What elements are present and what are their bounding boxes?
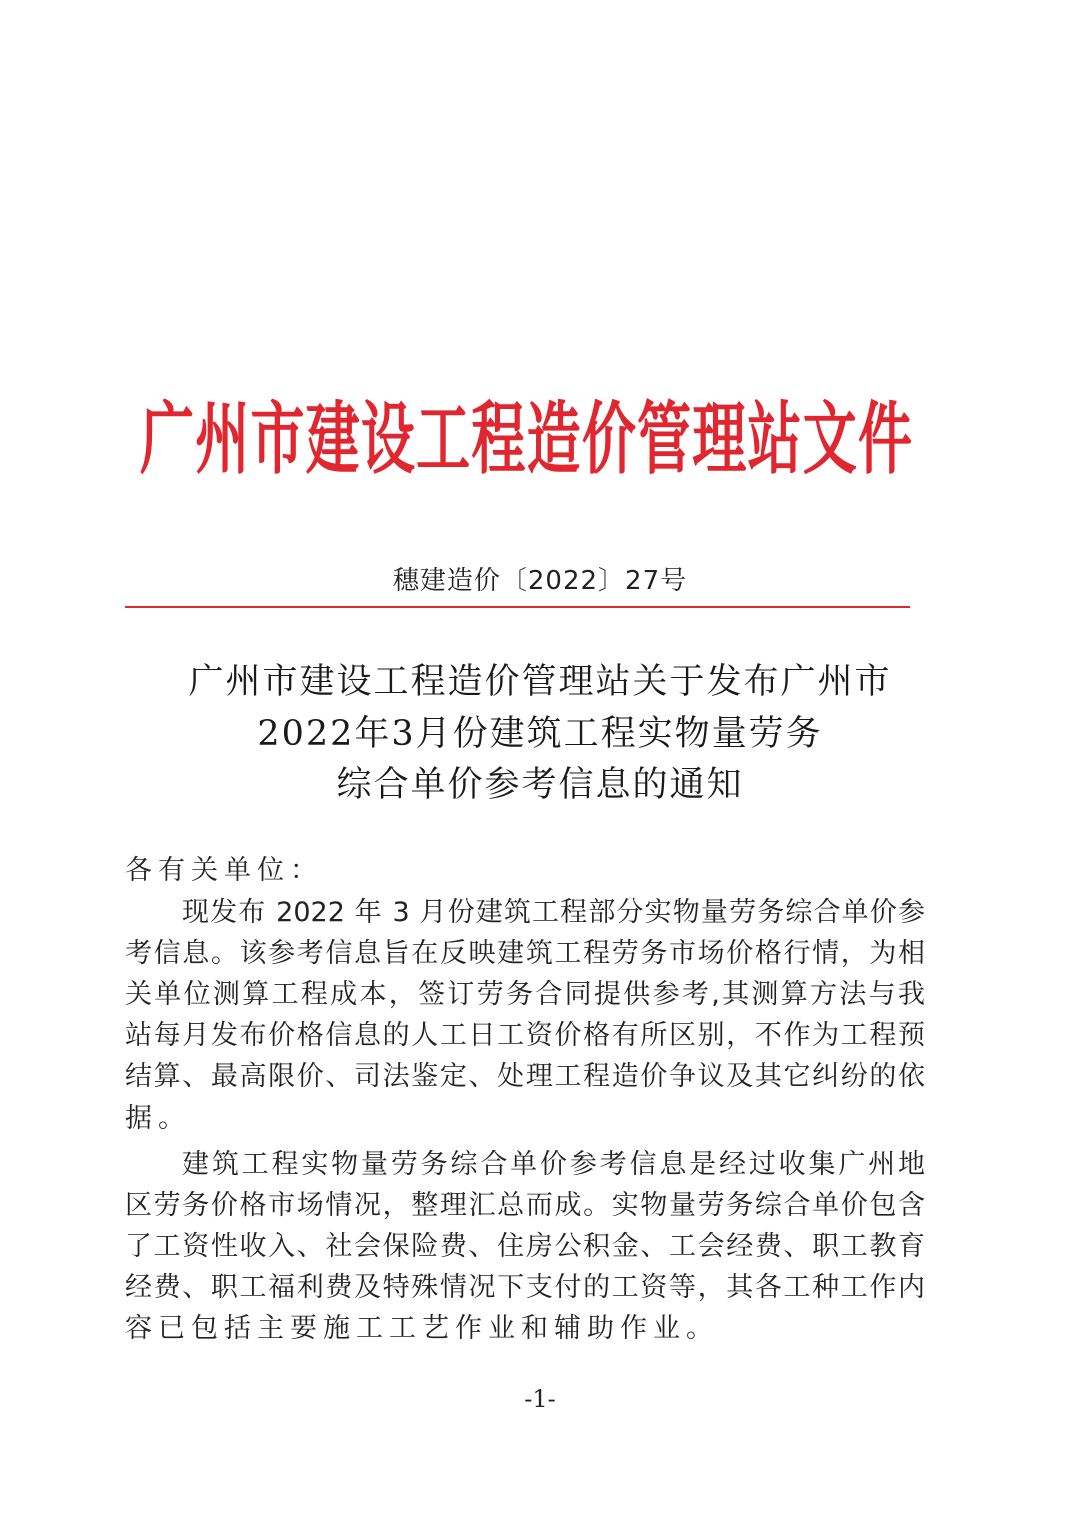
title-line: 广州市建设工程造价管理站关于发布广州市: [188, 662, 892, 702]
body-line: 经费、职工福利费及特殊情况下支付的工资等，其各工种工作内: [125, 1272, 925, 1303]
issuing-organization-header: 广州市建设工程造价管理站文件: [140, 393, 912, 485]
body-line: 结算、最高限价、司法鉴定、处理工程造价争议及其它纠纷的依: [125, 1061, 925, 1092]
body-line: 关单位测算工程成本，签订劳务合同提供参考,其测算方法与我: [125, 979, 925, 1010]
document-number: 穗建造价〔2022〕27号: [392, 566, 688, 596]
body-line: 区劳务价格市场情况，整理汇总而成。实物量劳务综合单价包含: [125, 1190, 925, 1221]
body-line: 容已包括主要施工工艺作业和辅助作业。: [125, 1313, 719, 1344]
red-divider-line: [125, 606, 910, 608]
body-line: 据。: [125, 1103, 191, 1134]
body-line: 了工资性收入、社会保险费、住房公积金、工会经费、职工教育: [125, 1231, 925, 1262]
salutation: 各有关单位：: [125, 855, 323, 886]
body-line: 现发布 2022 年 3 月份建筑工程部分实物量劳务综合单价参: [182, 897, 925, 928]
body-line: 建筑工程实物量劳务综合单价参考信息是经过收集广州地: [182, 1149, 925, 1180]
title-line: 2022年3月份建筑工程实物量劳务: [257, 714, 823, 754]
body-line: 考信息。该参考信息旨在反映建筑工程劳务市场价格行情，为相: [125, 938, 925, 969]
title-line: 综合单价参考信息的通知: [336, 765, 744, 805]
body-line: 站每月发布价格信息的人工日工资价格有所区别，不作为工程预: [125, 1020, 925, 1051]
page-number: -1-: [524, 1385, 556, 1413]
